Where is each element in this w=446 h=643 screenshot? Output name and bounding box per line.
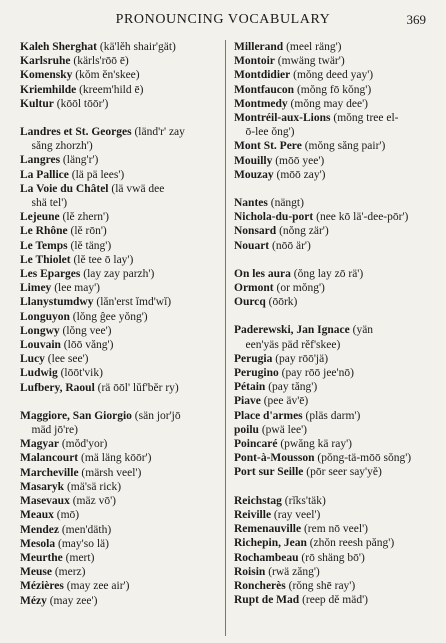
vocabulary-entry [226,338,431,352]
entry-word: Ormont [234,282,274,295]
entry-pronunciation: (rŏng shē ray') [285,579,356,592]
entry-pronunciation: (mōō yee') [272,154,325,167]
vocabulary-entry [226,111,431,125]
section-gap [226,253,431,267]
entry-word: Mézy [20,594,47,607]
entry-pronunciation: (or mŏng') [273,282,325,295]
entry-word: Le Thiolet [20,253,71,266]
vocabulary-entry [226,451,431,465]
entry-pronunciation: (lăn'erst ĭmd'wĭ) [93,296,172,309]
vocabulary-entry [226,97,431,111]
vocabulary-entry [226,281,431,295]
entry-word: Longwy [20,324,60,337]
vocabulary-entry [20,551,225,565]
entry-pronunciation: (kä'lĕh shair'gät) [97,41,176,53]
vocabulary-entry [20,508,225,522]
entry-word: Lejeune [20,211,60,224]
entry-word: Pont-à-Mousson [234,452,315,465]
entry-pronunciation: (lay zay parzh') [80,268,155,281]
entry-pronunciation: (lŏng vee') [59,324,112,337]
entry-pronunciation: (pŏng-tä-mōō sŏng') [314,452,412,465]
entry-pronunciation: (lä vwä dee [108,182,165,195]
entry-word: Landres et St. Georges [20,126,132,139]
vocabulary-entry [226,68,431,82]
entry-word: Mézières [20,580,64,593]
entry-pronunciation: (länd'r' zay [131,126,185,139]
vocabulary-entry [20,40,225,54]
entry-pronunciation: (lŏng ĝee yŏng') [69,310,148,323]
vocabulary-entry [226,593,431,607]
entry-pronunciation: (kōōl tōōr') [53,97,109,110]
entry-word: Place d'armes [234,409,303,422]
entry-word: Magyar [20,438,59,451]
vocabulary-entry [20,437,225,451]
entry-word: Reiville [234,508,272,521]
vocabulary-entry [20,565,225,579]
entry-word: La Voie du Châtel [20,182,109,195]
entry-word: Mesola [20,537,56,550]
entry-word: Montoir [234,55,275,68]
vocabulary-entry [20,310,225,324]
vocabulary-entry [226,196,431,210]
entry-word: Llanystumdwy [20,296,94,309]
entry-pronunciation: (pōr seer say'yĕ) [303,466,382,479]
vocabulary-entry [226,239,431,253]
entry-word: Millerand [234,41,284,53]
entry-pronunciation: (sän jor'jō [131,409,181,422]
entry-word: Perugino [234,367,279,380]
entry-pronunciation: (lōōt'vik) [57,367,103,380]
entry-word: Masaryk [20,480,65,493]
vocabulary-entry [20,97,225,111]
vocabulary-entry [226,323,431,337]
vocabulary-entry [20,253,225,267]
vocabulary-entry [226,508,431,522]
entry-pronunciation: (lĕ täng') [67,239,112,252]
entry-pronunciation: (mwäng twär') [274,55,345,68]
entry-word: Montmedy [234,97,288,110]
vocabulary-entry [20,537,225,551]
entry-pronunciation: (kŏm ĕn'skee) [72,69,140,82]
entry-word: Maggiore, San Giorgio [20,409,132,422]
vocabulary-entry [226,125,431,139]
vocabulary-entry [20,494,225,508]
entry-pronunciation: (mŏng may dee') [287,97,368,110]
entry-pronunciation: (lee may') [51,282,100,295]
vocabulary-entry [226,139,431,153]
vocabulary-entry [20,451,225,465]
entry-pronunciation: shä tel') [20,197,68,210]
vocabulary-entry [226,409,431,423]
entry-word: Perugia [234,352,273,365]
entry-word: Montfaucon [234,83,295,96]
entry-pronunciation: (mä läng kōōr') [78,452,152,465]
entry-pronunciation: (märsh veel') [78,466,142,479]
entry-word: Longuyon [20,310,70,323]
section-gap [226,182,431,196]
vocabulary-entry [226,295,431,309]
vocabulary-entry [226,224,431,238]
vocabulary-entry [20,594,225,608]
entry-pronunciation: (mŏng fō kŏng') [294,83,372,96]
right-column [225,40,431,636]
page-title: PRONOUNCING VOCABULARY [115,12,331,27]
entry-pronunciation: (zhŏn reesh păng') [306,537,395,550]
vocabulary-entry [20,352,225,366]
entry-pronunciation: (läng'r') [60,154,99,167]
entry-word: Poincaré [234,438,278,451]
vocabulary-entry [226,40,431,54]
entry-word: Richepin, Jean [234,537,307,550]
entry-pronunciation: (pay tăng') [265,381,318,394]
entry-pronunciation: (kärls'rōō ē) [70,55,129,68]
section-gap [226,480,431,494]
entry-word: Pétain [234,381,266,394]
entry-pronunciation: (lä pä lees') [68,168,125,181]
vocabulary-entry [20,480,225,494]
entry-word: Reichstag [234,494,282,507]
entry-pronunciation: (merz) [51,566,86,579]
vocabulary-entry [20,210,225,224]
vocabulary-entry [20,423,225,437]
entry-word: Le Rhône [20,225,68,238]
section-gap [20,395,225,409]
entry-word: Nonsard [234,225,277,238]
entry-word: Rupt de Mad [234,594,300,607]
entry-word: Kultur [20,97,54,110]
page-header [20,12,426,30]
entry-pronunciation: (rem nō veel') [301,523,368,536]
entry-word: Malancourt [20,452,79,465]
entry-pronunciation: (rä ōōl' lŭf'bĕr ry) [94,381,179,394]
entry-pronunciation: (rĭks'täk) [281,494,326,507]
vocabulary-entry [226,394,431,408]
entry-word: Masevaux [20,495,70,508]
vocabulary-entry [226,380,431,394]
vocabulary-entry [20,523,225,537]
entry-pronunciation: (pwăng kä ray') [277,438,352,451]
entry-pronunciation: (mä'sä rick) [64,480,122,493]
section-gap [226,309,431,323]
entry-word: Marcheville [20,466,79,479]
entry-pronunciation: mäd jō're) [20,424,78,437]
vocabulary-entry [20,324,225,338]
entry-pronunciation: (lĕ zhern') [59,211,109,224]
entry-word: Nantes [234,197,268,210]
entry-word: Ourcq [234,296,266,309]
entry-pronunciation: (mŏng tree el- [330,112,399,125]
vocabulary-entry [20,239,225,253]
vocabulary-entry [226,352,431,366]
entry-word: poilu [234,423,259,436]
vocabulary-entry [226,522,431,536]
vocabulary-entry [20,196,225,210]
vocabulary-entry [226,210,431,224]
vocabulary-entry [226,267,431,281]
entry-word: Le Temps [20,239,68,252]
entry-word: Nouart [234,239,270,252]
entry-word: Montdidier [234,69,291,82]
vocabulary-entry [226,54,431,68]
entry-word: Piave [234,395,261,408]
entry-word: Limey [20,282,52,295]
vocabulary-entry [226,437,431,451]
entry-pronunciation: (pwä lee') [258,423,307,436]
entry-word: Mont St. Pere [234,140,302,153]
entry-word: Kriemhilde [20,83,77,96]
entry-word: Remenauville [234,523,302,536]
entry-word: Ludwig [20,367,58,380]
entry-pronunciation: (rō shäng bō') [298,551,365,564]
vocabulary-entry [226,83,431,97]
entry-word: Louvain [20,339,61,352]
entry-pronunciation: (may zee air') [63,580,130,593]
left-column [20,40,225,636]
entry-word: On les aura [234,267,291,280]
vocabulary-entry [20,83,225,97]
entry-pronunciation: (mō) [53,509,80,522]
entry-pronunciation: (lōō văng') [60,339,114,352]
vocabulary-entry [20,281,225,295]
entry-pronunciation: (pay rōō jee'nō) [278,367,354,380]
entry-word: Komensky [20,69,73,82]
entry-word: Roisin [234,565,266,578]
vocabulary-entry [226,168,431,182]
entry-word: Mouzay [234,168,274,181]
entry-pronunciation: (lĕ tee ō lay') [70,253,134,266]
entry-word: Lufbery, Raoul [20,381,95,394]
entry-word: Meaux [20,509,54,522]
entry-word: Les Eparges [20,268,81,281]
vocabulary-entry [20,125,225,139]
entry-pronunciation: een'yäs päd rĕf'skee) [234,338,341,351]
vocabulary-entry [20,409,225,423]
entry-pronunciation: (ŏng lay zō rä') [290,267,364,280]
entry-pronunciation: (nōō är') [269,239,311,252]
entry-pronunciation: (rwä zăng') [265,565,320,578]
entry-pronunciation: (may'so lä) [55,537,109,550]
entry-word: Mendez [20,523,59,536]
entry-pronunciation: (mŏng săng pair') [301,140,386,153]
entry-word: Meurthe [20,551,63,564]
vocabulary-entry [20,579,225,593]
vocabulary-entry [20,68,225,82]
vocabulary-entry [20,466,225,480]
entry-word: Port sur Seille [234,466,304,479]
entry-word: Karlsruhe [20,55,71,68]
entry-pronunciation: (men'däth) [58,523,112,536]
vocabulary-entry [226,494,431,508]
page-number: 369 [406,12,426,27]
entry-pronunciation: (mōō zay') [273,168,326,181]
entry-pronunciation: (meel räng') [283,41,342,53]
vocabulary-entry [226,565,431,579]
entry-pronunciation: (mŏng deed yay') [290,69,374,82]
entry-pronunciation: (ray veel') [271,508,321,521]
vocabulary-entry [226,154,431,168]
vocabulary-entry [226,465,431,479]
entry-pronunciation: (nŏng zär') [276,225,329,238]
entry-pronunciation: (ōōrk) [265,296,298,309]
vocabulary-entry [20,224,225,238]
vocabulary-entry [20,295,225,309]
entry-word: Langres [20,154,61,167]
entry-pronunciation: (nängt) [267,197,304,210]
vocabulary-entry [226,579,431,593]
entry-pronunciation: (yän [349,324,374,337]
entry-pronunciation: (pay rōō'jä) [272,352,329,365]
vocabulary-columns [20,40,430,636]
entry-pronunciation: săng zhorzh') [20,140,93,153]
section-gap [20,111,225,125]
entry-word: Mouilly [234,154,273,167]
entry-word: La Pallice [20,168,69,181]
entry-pronunciation: (reep dĕ mäd') [299,594,368,607]
vocabulary-entry [20,267,225,281]
vocabulary-entry [226,551,431,565]
vocabulary-entry [20,168,225,182]
vocabulary-entry [20,338,225,352]
entry-word: Montréil-aux-Lions [234,112,331,125]
entry-word: Lucy [20,353,45,366]
vocabulary-entry [20,139,225,153]
vocabulary-entry [20,381,225,395]
vocabulary-entry [20,366,225,380]
entry-pronunciation: (may zee') [46,594,98,607]
entry-word: Meuse [20,566,52,579]
entry-word: Roncherès [234,579,286,592]
entry-pronunciation: (pläs darm') [302,409,361,422]
entry-word: Paderewski, Jan Ignace [234,324,350,337]
entry-pronunciation: (mäz vō') [69,495,116,508]
entry-pronunciation: (mŏd'yor) [58,438,108,451]
entry-pronunciation: ō-lee ŏng') [234,126,295,139]
vocabulary-entry [226,536,431,550]
entry-pronunciation: (kreem'hild ē) [76,83,144,96]
entry-pronunciation: (pee äv'ē) [260,395,309,408]
entry-pronunciation: (lĕ rōn') [67,225,107,238]
vocabulary-entry [226,366,431,380]
vocabulary-entry [20,182,225,196]
entry-word: Kaleh Sherghat [20,41,97,53]
entry-pronunciation: (nee kō lä'-dee-pōr') [313,211,409,224]
vocabulary-entry [20,153,225,167]
entry-word: Nichola-du-port [234,211,314,224]
vocabulary-entry [20,54,225,68]
entry-pronunciation: (lee see') [44,353,89,366]
vocabulary-entry [226,423,431,437]
entry-word: Rochambeau [234,551,299,564]
entry-pronunciation: (mert) [62,551,95,564]
